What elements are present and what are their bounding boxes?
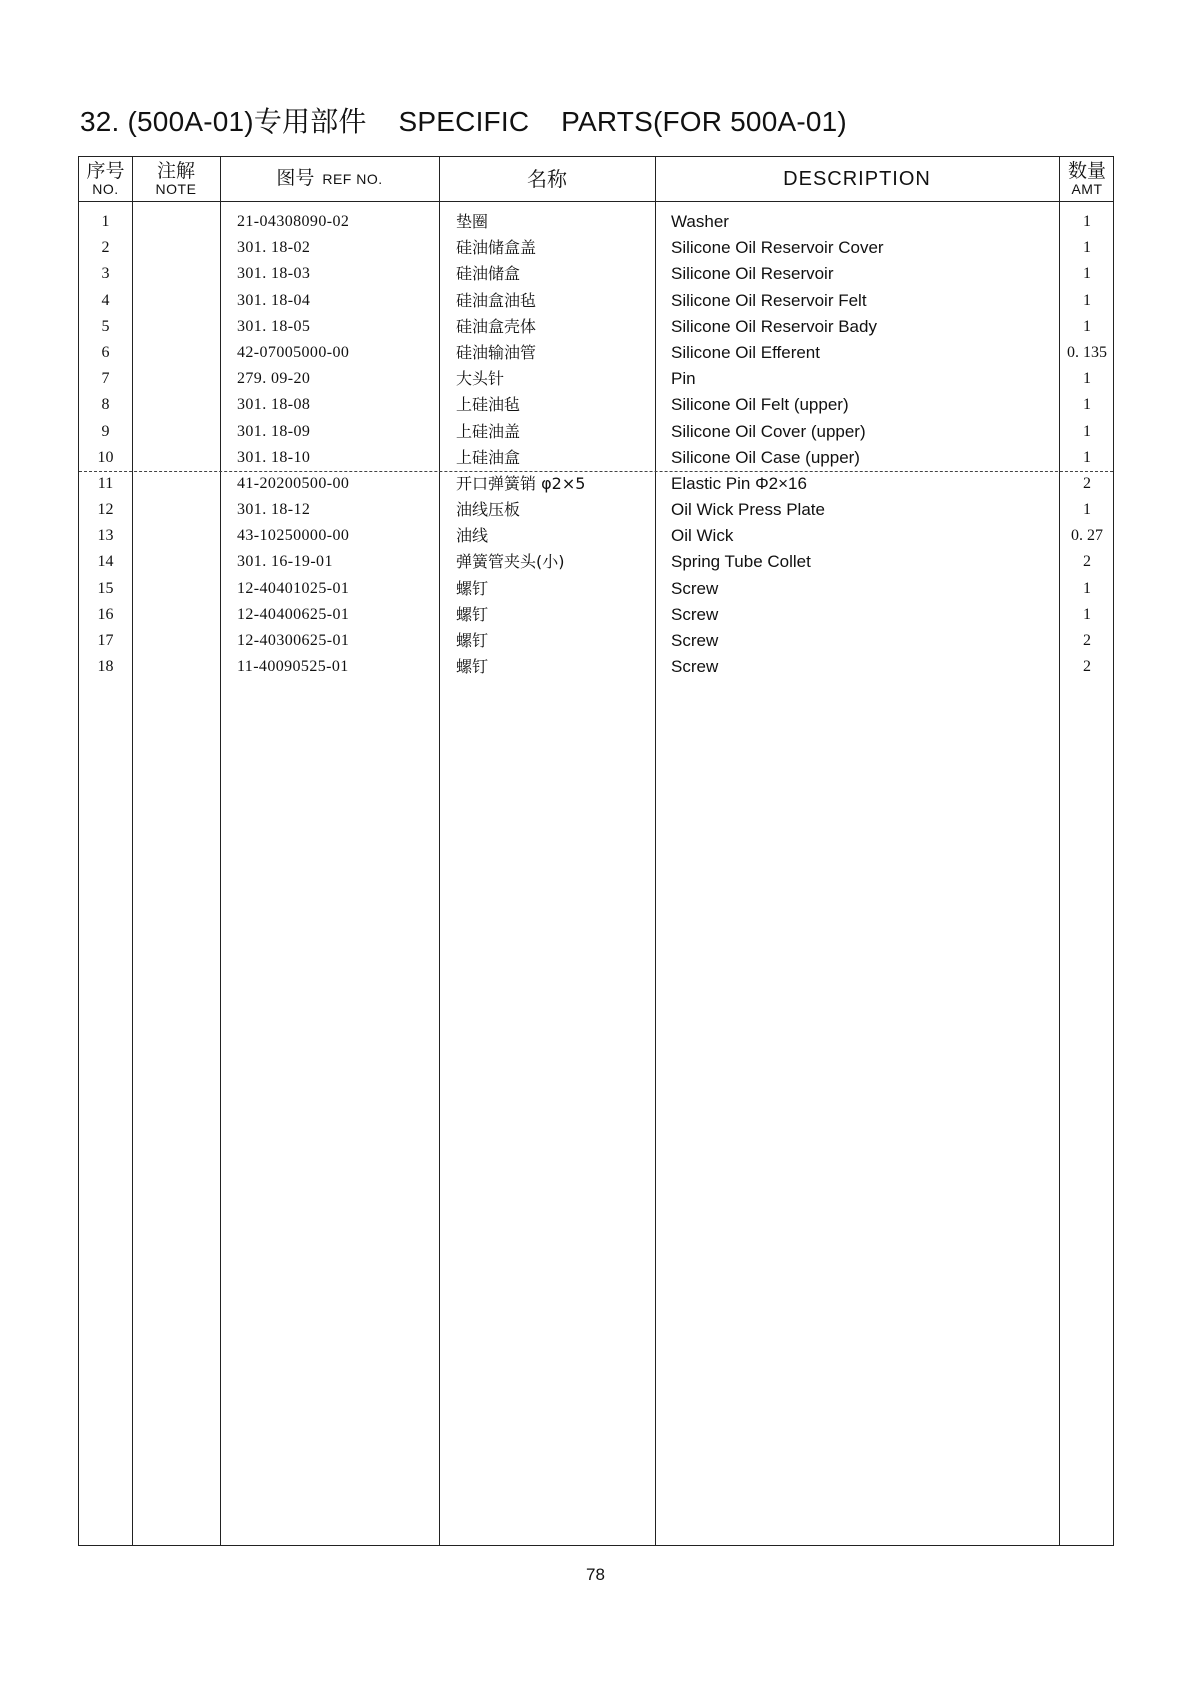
row-amt: 1 — [1083, 501, 1091, 519]
row-ref: 41-20200500-00 — [237, 474, 350, 492]
row-ref: 12-40401025-01 — [237, 579, 350, 597]
table-row — [79, 497, 1113, 523]
row-description: Silicone Oil Reservoir Felt — [671, 290, 867, 310]
row-no: 5 — [101, 317, 110, 335]
header-description — [655, 157, 1059, 201]
row-amt: 1 — [1083, 370, 1091, 388]
table-row — [79, 471, 1113, 497]
row-name: 上硅油毡 — [456, 395, 521, 415]
row-ref: 301. 18-12 — [237, 501, 311, 519]
header-note-cn: 注解 — [156, 159, 195, 182]
row-ref: 42-07005000-00 — [237, 343, 350, 361]
row-description: Oil Wick — [671, 526, 734, 546]
header-ref — [220, 157, 439, 201]
row-ref: 12-40300625-01 — [237, 632, 350, 649]
row-ref: 301. 18-02 — [237, 239, 311, 257]
table-row — [79, 235, 1113, 261]
row-name: 螺钉 — [456, 631, 489, 650]
row-amt: 1 — [1083, 448, 1091, 466]
table-row — [79, 366, 1113, 392]
header-amt-en: AMT — [1071, 180, 1103, 197]
row-no: 17 — [97, 632, 114, 649]
page-title: 32. (500A-01)专用部件 SPECIFIC PARTS(FOR 500A-01) — [80, 106, 847, 137]
row-amt: 1 — [1083, 317, 1091, 335]
row-description: Screw — [671, 631, 719, 650]
table-row — [79, 340, 1113, 366]
table-row — [79, 549, 1113, 575]
row-no: 12 — [97, 501, 114, 519]
row-description: Silicone Oil Felt (upper) — [671, 395, 849, 415]
table-row — [79, 392, 1113, 418]
table-row — [79, 445, 1113, 471]
row-amt: 1 — [1083, 422, 1091, 440]
table-row — [79, 576, 1113, 602]
header-no-en: NO. — [92, 180, 119, 197]
row-name: 大头针 — [456, 369, 505, 389]
row-amt: 1 — [1083, 291, 1091, 309]
row-amt: 2 — [1083, 553, 1091, 571]
row-description: Silicone Oil Reservoir Bady — [671, 316, 877, 336]
row-ref: 301. 18-04 — [237, 291, 311, 309]
row-name: 螺钉 — [456, 604, 489, 624]
row-amt: 1 — [1083, 239, 1091, 257]
header-separator — [79, 201, 1113, 202]
row-description: Screw — [671, 604, 719, 624]
row-no: 11 — [97, 474, 114, 492]
row-description: Oil Wick Press Plate — [671, 500, 825, 520]
row-description: Silicone Oil Efferent — [671, 342, 820, 362]
header-ref-cn: 图号 — [276, 167, 315, 190]
table-row — [79, 261, 1113, 287]
row-description: Screw — [671, 578, 719, 598]
row-no: 2 — [101, 239, 110, 257]
row-amt: 1 — [1083, 579, 1091, 597]
header-note — [132, 157, 220, 201]
row-name: 油线压板 — [456, 500, 521, 520]
row-no: 7 — [101, 370, 110, 388]
row-description: Elastic Pin Φ2×16 — [671, 473, 807, 493]
row-name: 螺钉 — [456, 657, 489, 677]
row-description: Screw — [671, 657, 719, 677]
row-no: 3 — [101, 265, 110, 283]
row-description: Silicone Oil Reservoir — [671, 264, 834, 284]
row-no: 1 — [101, 213, 110, 230]
row-ref: 301. 18-10 — [237, 448, 311, 466]
page-number: 78 — [586, 1565, 605, 1584]
row-description: Spring Tube Collet — [671, 552, 811, 572]
row-name: 硅油储盒盖 — [456, 238, 537, 258]
parts-table — [78, 156, 1114, 1546]
table-row — [79, 602, 1113, 628]
row-no: 14 — [97, 553, 114, 571]
row-description: Washer — [671, 212, 729, 231]
header-description-label: DESCRIPTION — [783, 167, 931, 190]
row-name: 螺钉 — [456, 578, 489, 598]
row-no: 9 — [101, 422, 110, 440]
header-no-cn: 序号 — [86, 159, 125, 182]
row-ref: 301. 18-05 — [237, 317, 311, 335]
row-ref: 11-40090525-01 — [237, 658, 349, 676]
row-no: 15 — [97, 579, 114, 597]
table-row — [79, 314, 1113, 340]
row-name: 硅油输油管 — [456, 342, 537, 362]
header-note-en: NOTE — [155, 180, 197, 197]
table-row — [79, 628, 1113, 654]
header-name-cn: 名称 — [527, 166, 567, 191]
row-name: 硅油盒壳体 — [456, 316, 537, 336]
row-no: 8 — [101, 396, 110, 414]
row-description: Pin — [671, 369, 696, 389]
table-row — [79, 654, 1113, 680]
table-row — [79, 209, 1113, 235]
row-amt: 1 — [1083, 396, 1091, 414]
row-ref: 301. 18-03 — [237, 265, 311, 283]
row-name: 上硅油盖 — [456, 421, 521, 441]
row-amt: 0. 135 — [1067, 343, 1107, 361]
row-amt: 1 — [1083, 213, 1091, 230]
row-ref: 301. 18-09 — [237, 422, 311, 440]
row-ref: 12-40400625-01 — [237, 605, 350, 623]
row-description: Silicone Oil Cover (upper) — [671, 421, 866, 441]
row-amt: 0. 27 — [1071, 527, 1103, 545]
row-amt: 1 — [1083, 265, 1091, 283]
header-no — [79, 157, 132, 201]
row-name: 上硅油盒 — [456, 447, 521, 467]
row-ref: 43-10250000-00 — [237, 527, 350, 545]
header-ref-en: REF NO. — [322, 170, 383, 187]
row-ref: 301. 16-19-01 — [237, 553, 333, 571]
row-amt: 2 — [1083, 658, 1091, 676]
table-row — [79, 419, 1113, 445]
header-amt-cn: 数量 — [1067, 159, 1106, 182]
header-amt — [1059, 157, 1115, 201]
row-name: 垫圈 — [456, 212, 489, 231]
parts-rows — [79, 209, 1113, 680]
row-ref: 301. 18-08 — [237, 396, 311, 414]
row-amt: 2 — [1083, 474, 1091, 492]
table-row — [79, 523, 1113, 549]
header-name — [439, 157, 655, 201]
row-description: Silicone Oil Reservoir Cover — [671, 238, 884, 258]
row-amt: 1 — [1083, 605, 1091, 623]
row-no: 4 — [101, 291, 110, 309]
row-no: 18 — [97, 658, 114, 676]
row-no: 6 — [101, 343, 110, 361]
row-amt: 2 — [1083, 632, 1091, 649]
group-separator — [79, 471, 1113, 472]
row-name: 开口弹簧销 φ2×5 — [456, 473, 586, 493]
row-no: 16 — [97, 605, 114, 623]
table-row — [79, 288, 1113, 314]
row-no: 10 — [97, 448, 114, 466]
row-description: Silicone Oil Case (upper) — [671, 447, 860, 467]
row-name: 硅油储盒 — [456, 264, 521, 284]
row-no: 13 — [97, 527, 114, 545]
row-ref: 21-04308090-02 — [237, 213, 350, 230]
row-name: 硅油盒油毡 — [456, 290, 537, 310]
row-name: 油线 — [456, 526, 489, 546]
row-name: 弹簧管夹头(小) — [456, 552, 565, 572]
row-ref: 279. 09-20 — [237, 370, 311, 388]
